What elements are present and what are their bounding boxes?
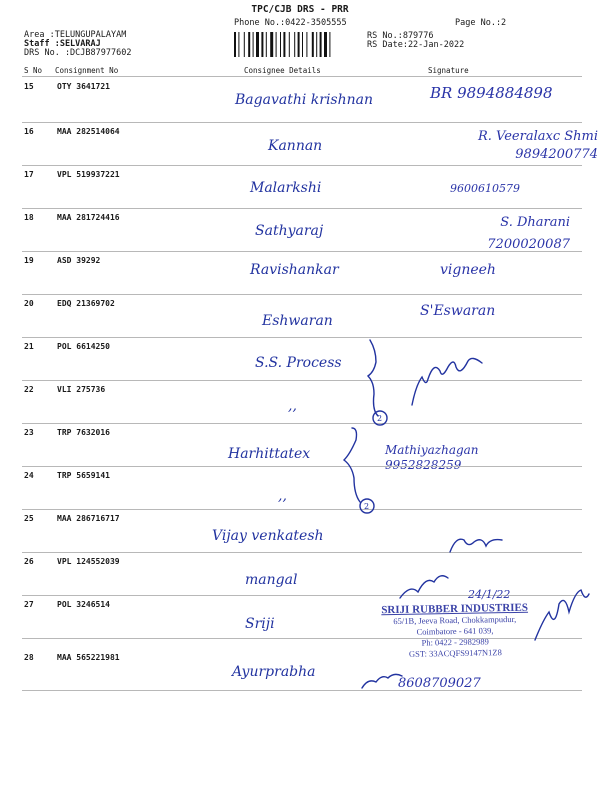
row-consignee: Sriji (245, 616, 275, 632)
phone-number: Phone No.:0422-3505555 (234, 18, 347, 28)
row-sno: 28 (24, 653, 34, 662)
column-header-signature: Signature (428, 66, 469, 75)
rs-number: RS No.:879776 (367, 31, 434, 41)
row-signature: 8608709027 (398, 676, 481, 691)
row-consignee: Eshwaran (262, 313, 333, 329)
row-sno: 21 (24, 342, 34, 351)
row-consignee: Harhittatex (228, 446, 311, 462)
row-signature: S'Eswaran (420, 303, 496, 319)
row-consignment: EDQ 21369702 (57, 299, 115, 308)
row-consignment: TRP 5659141 (57, 471, 110, 480)
row-sno: 23 (24, 428, 34, 437)
row-consignment: ASD 39292 (57, 256, 101, 265)
row-consignment: MAA 286716717 (57, 514, 120, 523)
bracket-label: 2 (364, 502, 370, 511)
row-signature: vigneeh (440, 262, 496, 278)
row-consignment: VPL 519937221 (57, 170, 120, 179)
row-consignment: TRP 7632016 (57, 428, 110, 437)
row-consignment: MAA 565221981 (57, 653, 120, 662)
row-sno: 20 (24, 299, 34, 308)
scribble-signature (535, 590, 589, 640)
column-header-consignee: Consignee Details (244, 66, 321, 75)
row-consignment: POL 3246514 (57, 600, 110, 609)
row-consignee: Malarkshi (250, 180, 322, 196)
stamp-address-line: 65/1B, Jeeva Road, Chokkampudur, (393, 613, 517, 627)
row-sno: 19 (24, 256, 34, 265)
row-consignee: Kannan (268, 138, 323, 154)
scribble-signature (450, 539, 502, 552)
row-sno: 18 (24, 213, 34, 222)
row-sno: 15 (24, 82, 34, 91)
row-consignee: Ravishankar (250, 262, 339, 278)
row-consignment: MAA 281724416 (57, 213, 120, 222)
row-consignment: OTY 3641721 (57, 82, 110, 91)
stamp-company-name: SRIJI RUBBER INDUSTRIES (381, 601, 529, 617)
row-signature: R. Veeralaxc Shmi 9894200774 (477, 129, 598, 162)
stamp-gst-line: GST: 33ACQFS9147N1Z8 (408, 647, 502, 659)
row-sno: 25 (24, 514, 34, 523)
stamp-city-line: Coimbatore - 641 039, (416, 625, 494, 637)
page-number: Page No.:2 (455, 18, 507, 28)
row-sno: 22 (24, 385, 34, 394)
bracket-rows-23-24 (344, 428, 360, 502)
row-consignment: VPL 124552039 (57, 557, 120, 566)
scribble-signature (412, 358, 482, 405)
row-signature: BR 9894884898 (430, 84, 553, 102)
row-sno: 17 (24, 170, 34, 179)
rs-date: RS Date:22-Jan-2022 (367, 40, 465, 50)
row-consignment: POL 6614250 (57, 342, 110, 351)
row-consignment: VLI 275736 (57, 385, 106, 394)
row-sno: 27 (24, 600, 34, 609)
row-consignee: ,, (278, 488, 287, 504)
column-header-sno: S No (24, 66, 43, 75)
row-signature: Mathiyazhagan 9952828259 (385, 443, 479, 472)
staff-label: Staff :SELVARAJ (24, 39, 101, 49)
scribble-signature (400, 576, 448, 598)
row-consignee: S.S. Process (255, 355, 342, 371)
row-signature: 9600610579 (450, 182, 520, 195)
column-header-consignment: Consignment No (55, 66, 119, 75)
report-title: TPC/CJB DRS - PRR (251, 4, 349, 15)
row-consignee: Ayurprabha (232, 664, 316, 680)
scribble-signature (362, 674, 402, 688)
stamp-phone-line: Ph: 0422 - 2982989 (421, 636, 489, 648)
row-consignment: MAA 282514064 (57, 127, 120, 136)
row-consignee: ,, (288, 398, 297, 414)
drs-number: DRS No. :DCJB87977602 (24, 48, 132, 58)
row-consignee: Sathyaraj (255, 223, 324, 239)
row-consignee: mangal (245, 572, 298, 588)
row-consignee: Bagavathi krishnan (235, 92, 374, 108)
row-signature: S. Dharani 7200020087 (487, 215, 570, 252)
row-sno: 24 (24, 471, 34, 480)
row-sno: 26 (24, 557, 34, 566)
row-sno: 16 (24, 127, 34, 136)
stamp-date: 24/1/22 (468, 588, 511, 601)
bracket-label: 2 (377, 414, 383, 423)
bracket-rows-21-22 (368, 340, 378, 416)
row-consignee: Vijay venkatesh (212, 528, 324, 544)
area-label: Area :TELUNGUPALAYAM (24, 30, 127, 40)
